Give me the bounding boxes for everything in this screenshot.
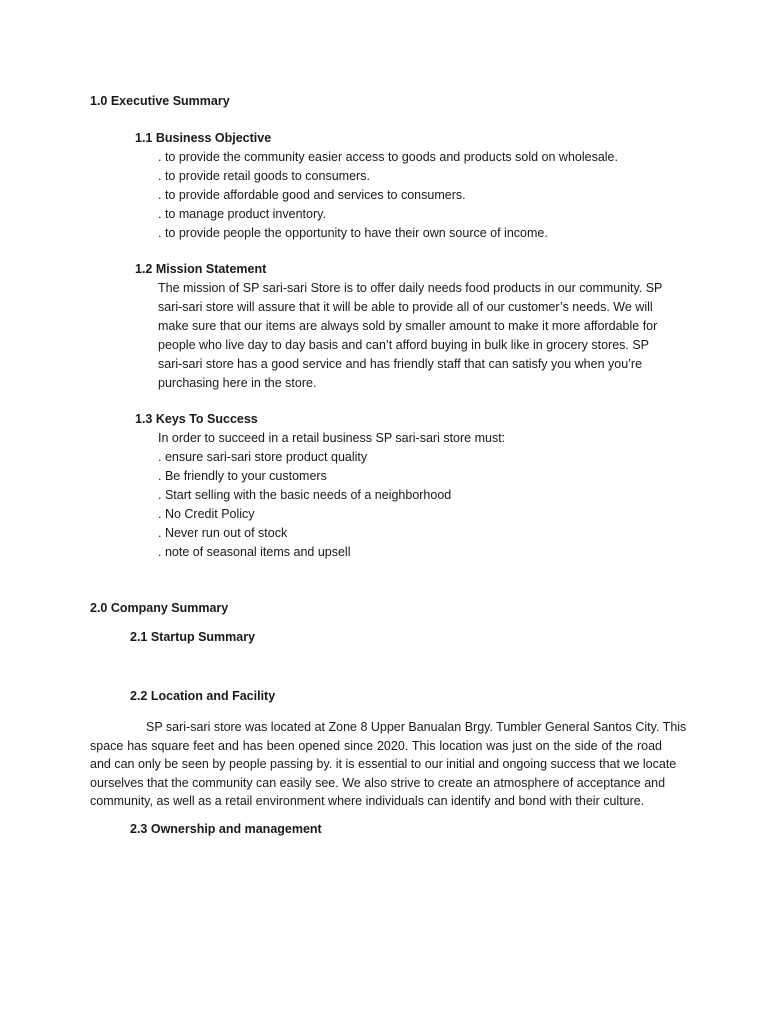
list-item: . to manage product inventory. (158, 207, 326, 221)
heading-location-facility: 2.2 Location and Facility (130, 689, 276, 703)
heading-executive-summary: 1.0 Executive Summary (90, 94, 230, 108)
heading-startup-summary: 2.1 Startup Summary (130, 630, 256, 644)
list-item: . note of seasonal items and upsell (158, 545, 351, 559)
text-line: and can only be seen by people passing by. it is essential to our initial and ongoing success that we locate (90, 757, 677, 771)
text-line: sari-sari store will assure that it will be able to provide all of our customer’s needs. We will (158, 300, 653, 314)
text-line: make sure that our items are always sold by smaller amount to make it more affordable for (158, 319, 658, 333)
list-item: . ensure sari-sari store product quality (158, 450, 368, 464)
heading-ownership-management: 2.3 Ownership and management (130, 822, 322, 836)
text-line: people who live day to day basis and can’t afford buying in bulk like in grocery stores. SP (158, 338, 650, 352)
heading-keys-to-success: 1.3 Keys To Success (135, 412, 258, 426)
list-item: . to provide people the opportunity to have their own source of income. (158, 226, 548, 240)
text-line: The mission of SP sari-sari Store is to offer daily needs food products in our community. SP (158, 281, 663, 295)
heading-business-objective: 1.1 Business Objective (135, 131, 272, 145)
text-line: purchasing here in the store. (158, 376, 317, 390)
heading-mission-statement: 1.2 Mission Statement (135, 262, 267, 276)
location-facility-text (90, 718, 687, 811)
text-line: SP sari-sari store was located at Zone 8 Upper Banualan Brgy. Tumbler General Santos City. This (146, 720, 687, 734)
keys-to-success-list (158, 429, 505, 562)
list-item: . to provide affordable good and services to consumers. (158, 188, 466, 202)
list-item: . No Credit Policy (158, 507, 255, 521)
list-item: . Start selling with the basic needs of a neighborhood (158, 488, 452, 502)
business-objective-list (158, 148, 618, 243)
text-line: sari-sari store has a good service and has friendly staff that can satisfy you when you’re (158, 357, 643, 371)
mission-statement-text (158, 279, 678, 393)
list-item: . Never run out of stock (158, 526, 288, 540)
list-item: . to provide the community easier access to goods and products sold on wholesale. (158, 150, 618, 164)
list-item: . to provide retail goods to consumers. (158, 169, 370, 183)
keys-intro: In order to succeed in a retail business SP sari-sari store must: (158, 431, 506, 445)
text-line: space has square feet and has been opened since 2020. This location was just on the side of the road (90, 738, 662, 753)
list-item: . Be friendly to your customers (158, 469, 327, 483)
text-line: ourselves that the community can easily see. We also strive to create an atmosphere of acceptance and (90, 775, 666, 790)
heading-company-summary: 2.0 Company Summary (90, 601, 229, 615)
text-line: community, as well as a retail environment where individuals can identify and bond with their culture. (90, 794, 645, 808)
